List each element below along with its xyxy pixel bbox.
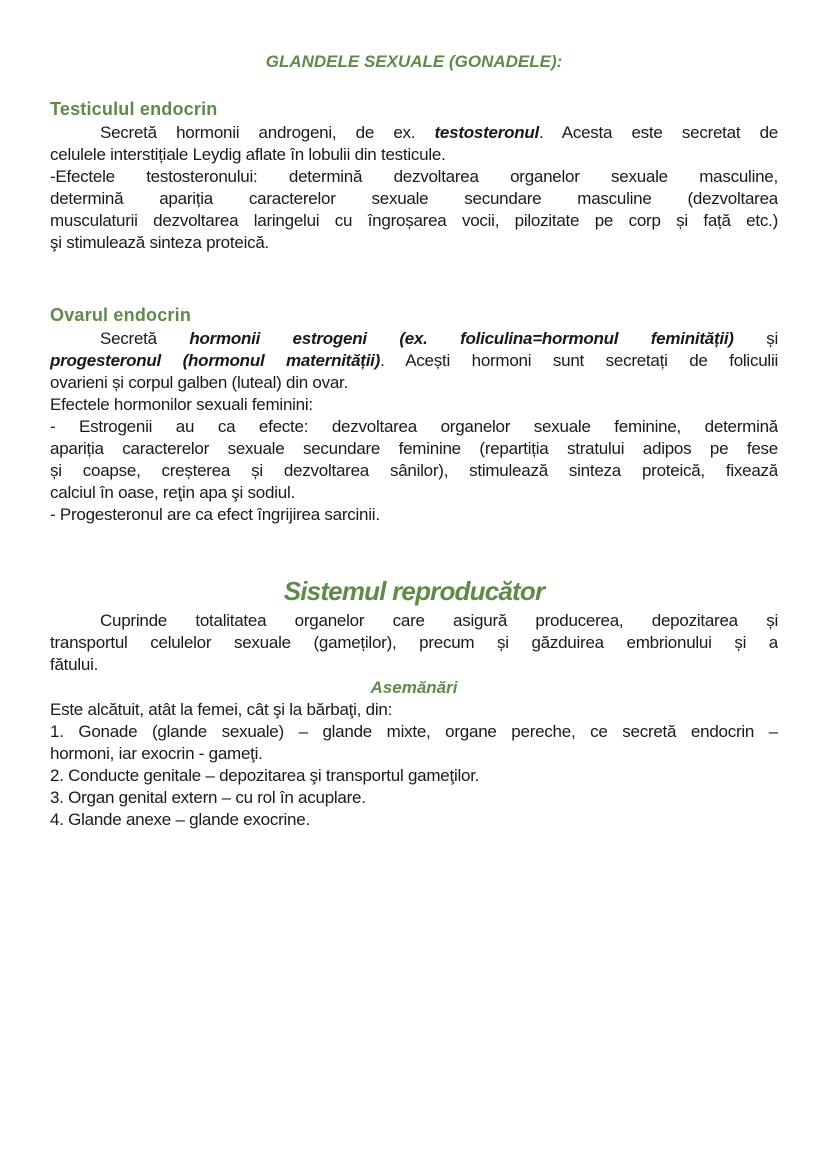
chapter-heading: Sistemul reproducător — [283, 576, 545, 606]
paragraph-ovar — [50, 328, 778, 526]
text-segment: Este alcătuit, atât la femei, cât şi la bărbaţi, din: — [50, 700, 393, 719]
paragraph-sistem-intro — [50, 610, 778, 676]
emphasis-text: testosteronul — [434, 123, 539, 142]
text-line — [50, 721, 778, 743]
text-segment: 3. Organ genital extern – cu rol în acuplare. — [50, 788, 366, 807]
text-line — [50, 654, 778, 676]
text-segment: apariția caracterelor sexuale secundare feminine (repartiția stratului adipos pe fese — [50, 439, 778, 458]
section-heading-testicul: Testiculul endocrin — [50, 99, 218, 119]
text-line — [50, 765, 778, 787]
text-segment: Secretă hormonii androgeni, de ex. — [100, 123, 435, 142]
text-segment: fătului. — [50, 655, 99, 674]
text-segment: . Acești hormoni sunt secretați de foliculii — [380, 351, 778, 370]
paragraph-testicul — [50, 122, 778, 254]
text-segment: - Estrogenii au ca efecte: dezvoltarea organelor sexuale feminine, determină — [50, 417, 778, 436]
text-segment: determină apariția caracterelor sexuale secundare masculine (dezvoltarea — [50, 189, 778, 208]
list-asemanari — [50, 699, 778, 831]
emphasis-text: progesteronul (hormonul maternității) — [50, 351, 381, 370]
text-line — [50, 809, 778, 831]
text-line — [50, 610, 778, 632]
text-segment: musculaturii dezvoltarea laringelui cu îngroșarea vocii, pilozitate pe corp și față etc.) — [50, 211, 778, 230]
subheading-asemanari: Asemănări — [370, 678, 458, 697]
text-segment: . Acesta este secretat de — [538, 123, 778, 142]
emphasis-text: hormonii estrogeni (ex. foliculina=hormonul feminității) — [189, 329, 734, 348]
text-line — [50, 328, 778, 350]
text-segment: celulele interstițiale Leydig aflate în lobulii din testicule. — [50, 145, 446, 164]
text-segment: Secretă — [100, 329, 190, 348]
text-line — [50, 632, 778, 654]
text-line — [50, 188, 778, 210]
section-heading-ovar: Ovarul endocrin — [50, 305, 192, 325]
text-segment: 4. Glande anexe – glande exocrine. — [50, 810, 310, 829]
text-line — [50, 232, 778, 254]
text-line — [50, 394, 778, 416]
text-segment: și coapse, creșterea și dezvoltarea sânilor), stimulează sinteza proteică, fixează — [50, 461, 778, 480]
text-segment: 2. Conducte genitale – depozitarea şi transportul gameţilor. — [50, 766, 480, 785]
text-segment: ovarieni și corpul galben (luteal) din ovar. — [50, 373, 349, 392]
text-line — [50, 144, 778, 166]
text-line — [50, 743, 778, 765]
text-segment: 1. Gonade (glande sexuale) – glande mixte, organe pereche, ce secretă endocrin – — [50, 722, 778, 741]
text-line — [50, 699, 778, 721]
text-line — [50, 350, 778, 372]
text-segment: hormoni, iar exocrin - gameţi. — [50, 744, 263, 763]
page-title: GLANDELE SEXUALE (GONADELE): — [265, 52, 563, 71]
text-segment: -Efectele testosteronului: determină dezvoltarea organelor sexuale masculine, — [50, 167, 778, 186]
text-segment: Cuprinde totalitatea organelor care asigură producerea, depozitarea și — [100, 611, 778, 630]
text-line — [50, 460, 778, 482]
text-segment: și — [733, 329, 778, 348]
text-segment: transportul celulelor sexuale (gameților), precum și găzduirea embrionului și a — [50, 633, 778, 652]
text-line — [50, 787, 778, 809]
text-line — [50, 504, 778, 526]
text-line — [50, 416, 778, 438]
text-line — [50, 372, 778, 394]
text-segment: Efectele hormonilor sexuali feminini: — [50, 395, 313, 414]
text-segment: şi stimulează sinteza proteică. — [50, 233, 270, 252]
text-line — [50, 210, 778, 232]
text-line — [50, 166, 778, 188]
text-line — [50, 438, 778, 460]
text-line — [50, 482, 778, 504]
text-segment: - Progesteronul are ca efect îngrijirea sarcinii. — [50, 505, 380, 524]
text-line — [50, 122, 778, 144]
text-segment: calciul în oase, reţin apa şi sodiul. — [50, 483, 295, 502]
